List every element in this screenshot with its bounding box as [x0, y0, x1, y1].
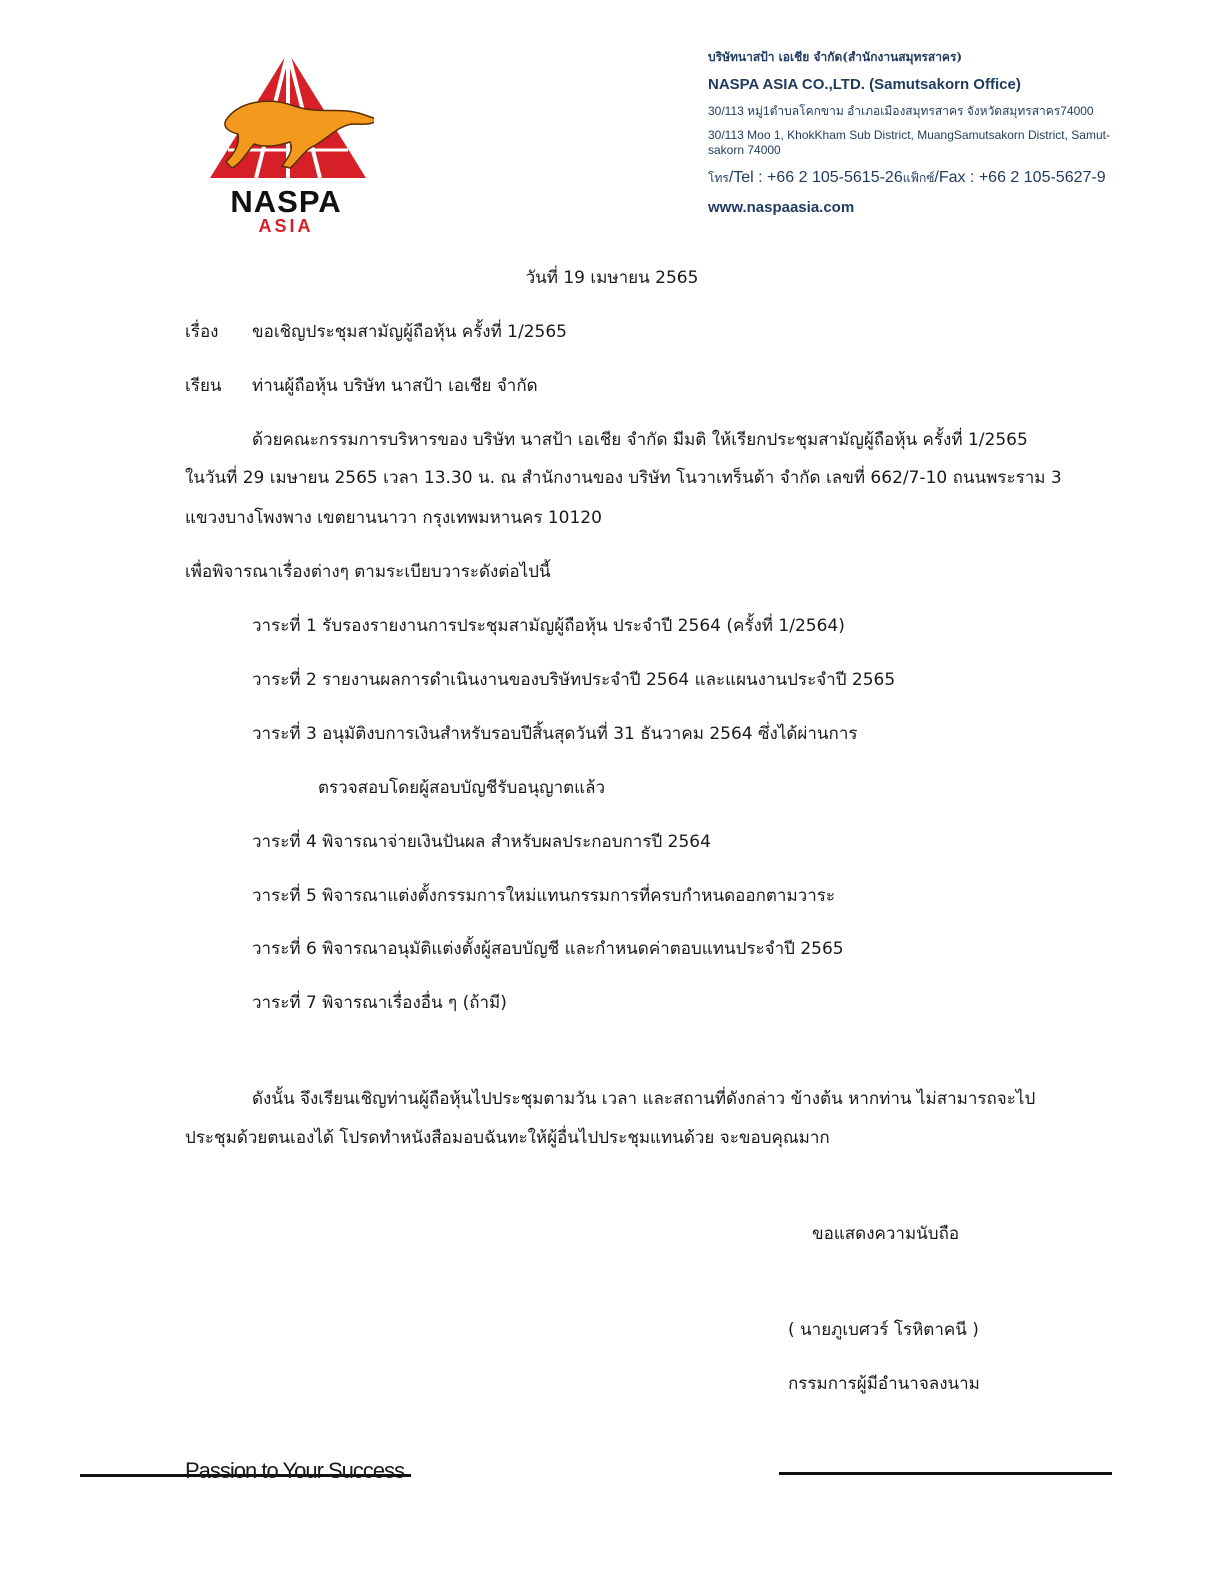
agenda-item-6: วาระที่ 6 พิจารณาอนุมัติแต่งตั้งผู้สอบบัญชี และกำหนดค่าตอบแทนประจำปี 2565 [252, 939, 844, 959]
footer-slogan: Passion to Your Success [185, 1458, 405, 1483]
tel-label: /Tel : [728, 169, 763, 186]
regards-text: ขอแสดงความนับถือ [812, 1224, 960, 1244]
recipient-label: เรียน [185, 376, 222, 396]
fax-number: +66 2 105-5627-9 [974, 169, 1106, 186]
agenda-item-3-continued: ตรวจสอบโดยผู้สอบบัญชีรับอนุญาตแล้ว [318, 778, 606, 798]
agenda-item-3: วาระที่ 3 อนุมัติงบการเงินสำหรับรอบปีสิ้นสุดวันที่ 31 ธันวาคม 2564 ซึ่งได้ผ่านการ [252, 724, 858, 744]
signer-position: กรรมการผู้มีอำนาจลงนาม [788, 1374, 980, 1394]
agenda-item-5: วาระที่ 5 พิจารณาแต่งตั้งกรรมการใหม่แทนกรรมการที่ครบกำหนดออกตามวาระ [252, 886, 836, 906]
agenda-item-4: วาระที่ 4 พิจารณาจ่ายเงินปันผล สำหรับผลประกอบการปี 2564 [252, 832, 711, 852]
logo-pyramid-icon [198, 50, 374, 185]
subject-label: เรื่อง [185, 322, 219, 342]
closing-line-1: ดังนั้น จึงเรียนเชิญท่านผู้ถือหุ้นไปประชุมตามวัน เวลา และสถานที่ดังกล่าว ข้างต้น หากท่าน ไม่สามารถจะไป [252, 1089, 1036, 1109]
tel-number: +66 2 105-5615-26 [762, 169, 903, 186]
footer-line-right [779, 1472, 1112, 1475]
agenda-intro: เพื่อพิจารณาเรื่องต่างๆ ตามระเบียบวาระดังต่อไปนี้ [185, 562, 551, 582]
agenda-item-1: วาระที่ 1 รับรองรายงานการประชุมสามัญผู้ถือหุ้น ประจำปี 2564 (ครั้งที่ 1/2564) [252, 616, 845, 636]
company-address-english: 30/113 Moo 1, KhokKham Sub District, MuangSamutsakorn District, Samut-sakorn 74000 [708, 128, 1110, 157]
logo-subtitle: ASIA [258, 216, 314, 236]
tel-label-thai: โทร [708, 171, 729, 185]
letter-date: วันที่ 19 เมษายน 2565 [525, 268, 699, 288]
company-name-english: NASPA ASIA CO.,LTD. (Samutsakorn Office) [708, 76, 1021, 93]
signer-name: ( นายภูเบศวร์ โรหิตาคนี ) [788, 1320, 979, 1340]
company-name-thai: บริษัทนาสป้า เอเชีย จำกัด(สำนักงานสมุทรสาคร) [708, 50, 963, 64]
agenda-item-2: วาระที่ 2 รายงานผลการดำเนินงานของบริษัทประจำปี 2564 และแผนงานประจำปี 2565 [252, 670, 896, 690]
logo-wordmark: NASPA [230, 184, 342, 219]
company-logo [198, 50, 374, 240]
fax-label: /Fax : [934, 169, 975, 186]
company-address-thai: 30/113 หมู่1ตำบลโคกขาม อำเภอเมืองสมุทรสาคร จังหวัดสมุทรสาคร74000 [708, 104, 1094, 118]
company-website: www.naspaasia.com [708, 199, 855, 216]
agenda-item-7: วาระที่ 7 พิจารณาเรื่องอื่น ๆ (ถ้ามี) [252, 993, 507, 1013]
body-line-3: แขวงบางโพงพาง เขตยานนาวา กรุงเทพมหานคร 10120 [185, 508, 602, 528]
body-line-2: ในวันที่ 29 เมษายน 2565 เวลา 13.30 น. ณ สำนักงานของ บริษัท โนวาเทร็นด้า จำกัด เลขที่ 662/7-10 ถนนพระราม 3 [185, 468, 1062, 488]
fax-label-thai: แฟ็กซ์ [902, 171, 935, 185]
company-contact [708, 169, 1106, 188]
closing-line-2: ประชุมด้วยตนเองได้ โปรดทำหนังสือมอบฉันทะให้ผู้อื่นไปประชุมแทนด้วย จะขอบคุณมาก [185, 1128, 830, 1148]
body-line-1: ด้วยคณะกรรมการบริหารของ บริษัท นาสป้า เอเชีย จำกัด มีมติ ให้เรียกประชุมสามัญผู้ถือหุ้น ครั้งที่ 1/2565 [252, 430, 1028, 450]
recipient-text: ท่านผู้ถือหุ้น บริษัท นาสป้า เอเชีย จำกัด [252, 376, 538, 396]
subject-text: ขอเชิญประชุมสามัญผู้ถือหุ้น ครั้งที่ 1/2565 [252, 322, 567, 342]
